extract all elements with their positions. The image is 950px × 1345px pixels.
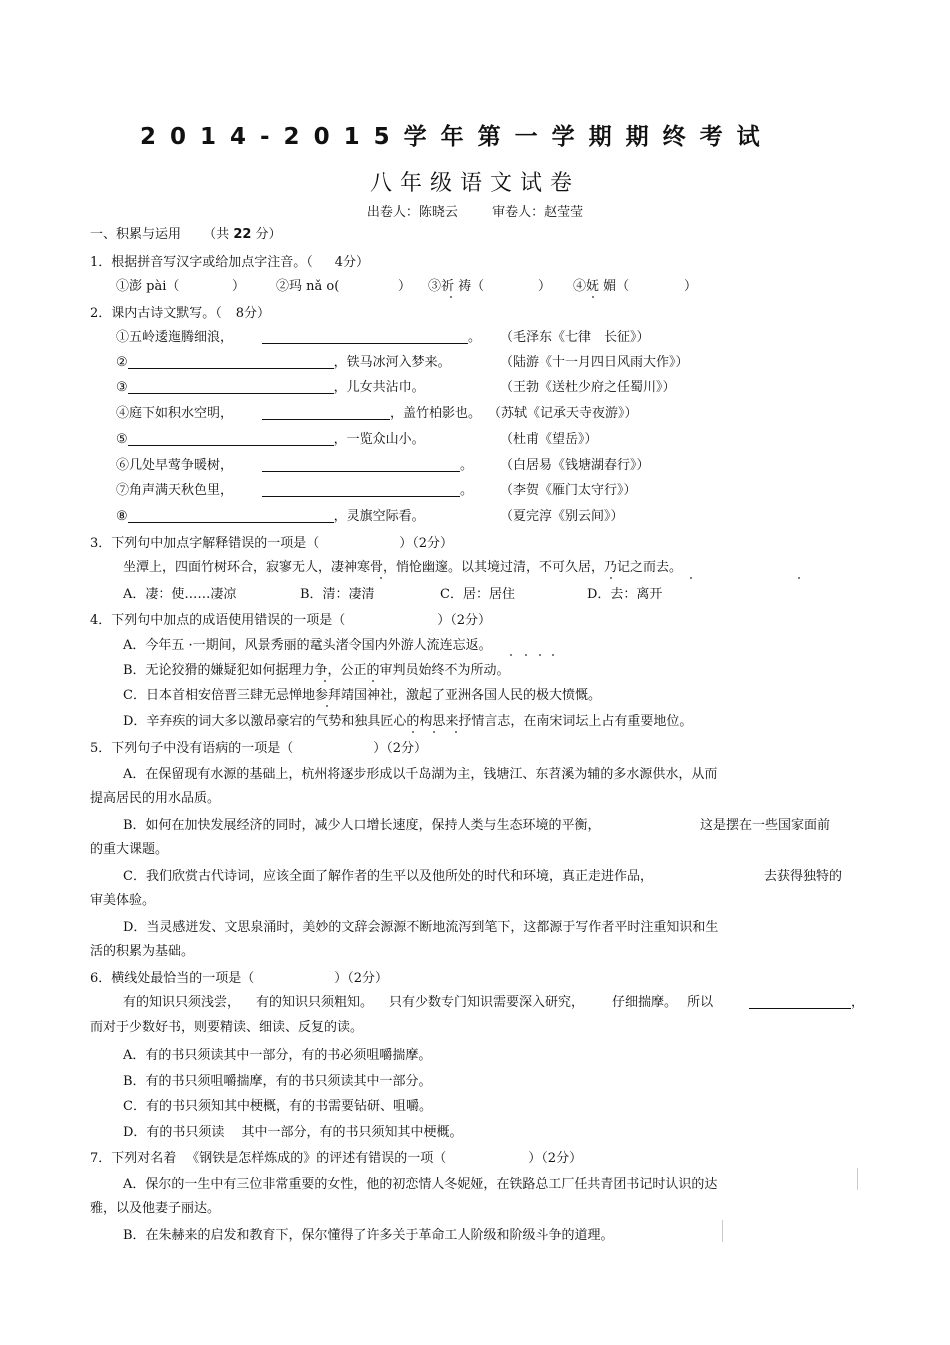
question-5-option-c: C．我们欣赏古代诗词，应该全面了解作者的生平以及他所处的时代和环境，真正走进作品， [123, 869, 653, 884]
emphasis-dot [525, 654, 527, 656]
question-5-option-b-right: 这是摆在一些国家面前 [700, 818, 831, 833]
poem-line-8[interactable]: ⑧ ，灵旗空际看。 [116, 509, 425, 524]
emphasis-dot [433, 731, 435, 733]
emphasis-dot [510, 654, 512, 656]
poem-source-4: （苏轼《记承天寺夜游》） [488, 406, 638, 421]
poem-line-3[interactable]: ③ ，儿女共沾巾。 [116, 380, 425, 395]
question-4-option-a: A．今年五 ·一期间，风景秀丽的鼋头渚令国内外游人流连忘返。 [123, 638, 492, 653]
emphasis-dot [798, 577, 800, 579]
authors-line [0, 201, 950, 220]
question-1-item: ） [232, 279, 246, 294]
question-1-item: ②玛 nǎ o( [276, 279, 340, 294]
question-5-option-a: A．在保留现有水源的基础上，杭州将逐步形成以千岛湖为主，钱塘江、东苕溪为辅的多水源供水，从而 [123, 767, 718, 782]
question-4-stem: 4．下列句中加点的成语使用错误的一项是（ ）（2分） [90, 613, 492, 628]
question-3-option: A．凄：使……凄凉 [123, 587, 237, 602]
poem-line-1: ①五岭逶迤腾细浪， [116, 330, 234, 345]
question-6-passage-cont: 而对于少数好书，则要精读、细读、反复的读。 [90, 1020, 364, 1035]
scan-artifact-line [722, 1220, 723, 1242]
scan-artifact-line [857, 1168, 858, 1190]
question-6-option-a: A．有的书只须读其中一部分，有的书必须咀嚼揣摩。 [123, 1048, 432, 1063]
question-6-option-d: D．有的书只须读 其中一部分，有的书只须知其中梗概。 [123, 1125, 463, 1140]
question-4-option-d: D．辛弃疾的词大多以激昂豪宕的气势和独具匠心的构思来抒情言志，在南宋词坛上占有重要地位。 [123, 714, 693, 729]
exam-title: 2014-2015学年第一学期期终考试 [140, 124, 774, 150]
question-1-item: ①澎 pài（ [116, 279, 180, 294]
poem-line-5[interactable]: ⑤ ，一览众山小。 [116, 432, 425, 447]
exam-subtitle: 八年级语文试卷 [369, 171, 580, 196]
poem-line-7: ⑦角声满天秋色里， [116, 483, 234, 498]
emphasis-dot [455, 731, 457, 733]
question-7-option-a: A．保尔的一生中有三位非常重要的女性，他的初恋情人冬妮娅，在铁路总工厂任共青团书记时认识的达 [123, 1177, 718, 1192]
poem-source-3: （王勃《送杜少府之任蜀川》） [500, 380, 676, 395]
question-1-item: ③祈 祷（ [428, 279, 485, 294]
question-3-option: C．居：居住 [440, 587, 515, 602]
question-5-stem: 5．下列句子中没有语病的一项是（ ）（2分） [90, 741, 428, 756]
emphasis-dot [450, 296, 452, 298]
question-7-option-b: B．在朱赫来的启发和教育下，保尔懂得了许多关于革命工人阶级和阶级斗争的道理。 [123, 1228, 614, 1243]
question-1-item: ） [538, 279, 552, 294]
question-5-option-a-cont: 提高居民的用水品质。 [90, 791, 221, 806]
question-3-stem: 3．下列句中加点字解释错误的一项是（ ）（2分） [90, 536, 454, 551]
question-4-option-c: C．日本首相安倍晋三肆无忌惮地参拜靖国神社，激起了亚洲各国人民的极大愤慨。 [123, 688, 601, 703]
poem-line-4: ④庭下如积水空明， [116, 406, 234, 421]
question-5-option-b-cont: 的重大课题。 [90, 842, 169, 857]
emphasis-dot [539, 654, 541, 656]
emphasis-dot [412, 731, 414, 733]
reviewer: 审卷人：赵莹莹 [492, 205, 584, 220]
poem-blank-4[interactable]: ，盖竹柏影也。 [262, 405, 481, 423]
question-7-stem: 7．下列对名着 《钢铁是怎样炼成的》的评述有错误的一项（ ）（2分） [90, 1151, 583, 1166]
poem-source-6: （白居易《钱塘湖春行》） [500, 458, 650, 473]
question-3-option: D．去：离开 [587, 587, 663, 602]
poem-source-5: （杜甫《望岳》） [500, 432, 598, 447]
emphasis-dot [380, 577, 382, 579]
question-5-option-d: D．当灵感迸发、文思泉涌时，美妙的文辞会源源不断地流泻到笔下，这都源于写作者平时注重知识和生 [123, 920, 719, 935]
emphasis-dot [326, 705, 328, 707]
question-5-option-d-cont: 活的积累为基础。 [90, 944, 195, 959]
question-1-item: ） [684, 279, 698, 294]
section-heading: 一、积累与运用 （共 22 分） [90, 227, 282, 242]
poem-source-2: （陆游《十一月四日风雨大作》） [500, 355, 689, 370]
question-5-option-b: B．如何在加快发展经济的同时，减少人口增长速度，保持人类与生态环境的平衡， [123, 818, 601, 833]
author: 出卷人：陈晓云 [366, 205, 458, 220]
poem-source-1: （毛泽东《七律 长征》） [500, 330, 650, 345]
emphasis-dot [552, 654, 554, 656]
question-3-option: B．清：凄清 [300, 587, 375, 602]
emphasis-dot [372, 680, 374, 682]
question-1-item: ） [398, 279, 412, 294]
emphasis-dot [592, 296, 594, 298]
question-5-option-c-right: 去获得独特的 [764, 869, 843, 884]
question-2-stem: 2．课内古诗文默写。（ 8分） [90, 306, 271, 321]
poem-source-8: （夏完淳《别云间》） [500, 509, 624, 524]
emphasis-dot [690, 577, 692, 579]
question-1-item: ④妩 媚（ [573, 279, 630, 294]
question-5-option-c-cont: 审美体验。 [90, 893, 156, 908]
question-6-blank[interactable]: ， [749, 994, 864, 1012]
poem-blank-6[interactable]: 。 [262, 457, 473, 475]
question-6-passage: 有的知识只须浅尝， 有的知识只须粗知。 只有少数专门知识需要深入研究， 仔细揣摩。 所以 [123, 995, 714, 1010]
question-4-option-b: B．无论狡猾的嫌疑犯如何据理力争，公正的审判员始终不为所动。 [123, 663, 510, 678]
question-6-option-c: C．有的书只须知其中梗概，有的书需要钻研、咀嚼。 [123, 1099, 432, 1114]
question-6-option-b: B．有的书只须咀嚼揣摩，有的书只须读其中一部分。 [123, 1074, 432, 1089]
poem-blank-7[interactable]: 。 [262, 482, 473, 500]
poem-line-2[interactable]: ② ，铁马冰河入梦来。 [116, 355, 451, 370]
question-7-option-a-cont: 雅，以及他妻子丽达。 [90, 1201, 221, 1216]
poem-blank-1[interactable]: 。 [262, 329, 481, 347]
emphasis-dot [610, 577, 612, 579]
poem-source-7: （李贺《雁门太守行》） [500, 483, 637, 498]
question-3-passage: 坐潭上，四面竹树环合，寂寥无人，凄神寒骨，悄怆幽邃。以其境过清，不可久居，乃记之而去。 [123, 560, 683, 575]
emphasis-dot [324, 680, 326, 682]
poem-line-6: ⑥几处早莺争暖树， [116, 458, 234, 473]
question-6-stem: 6．横线处最恰当的一项是（ ）（2分） [90, 971, 389, 986]
question-1-stem: 1．根据拼音写汉字或给加点字注音。（ 4分） [90, 255, 370, 270]
